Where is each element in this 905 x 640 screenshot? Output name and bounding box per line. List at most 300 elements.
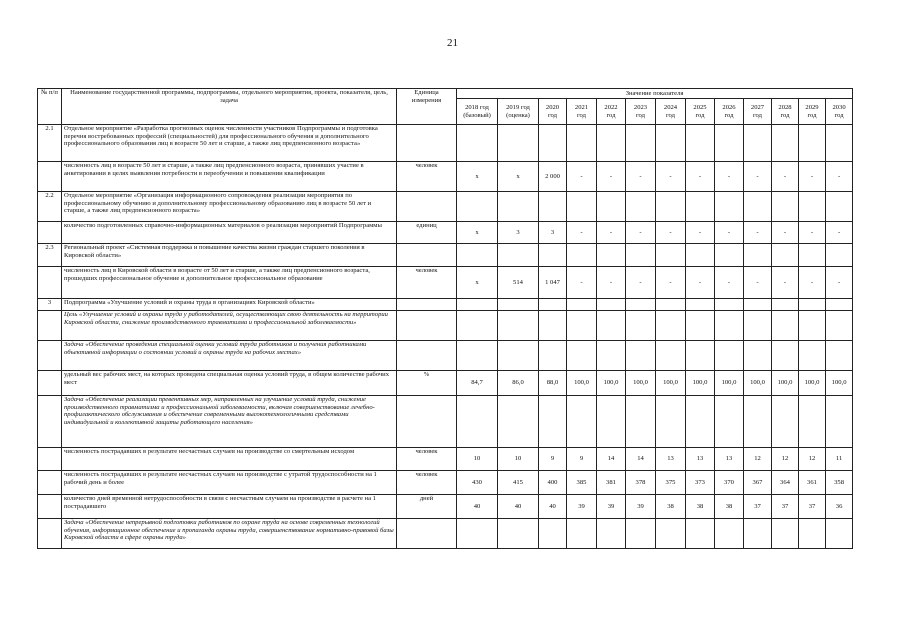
row-value	[715, 311, 744, 341]
row-value: -	[772, 162, 799, 192]
row-value	[744, 519, 772, 549]
row-value: 1 047	[539, 267, 567, 299]
header-year	[715, 99, 744, 125]
header-year	[799, 99, 826, 125]
row-value: -	[686, 267, 715, 299]
row-value: 40	[539, 495, 567, 519]
row-value: 378	[626, 471, 656, 495]
row-value	[686, 192, 715, 222]
row-value	[772, 244, 799, 267]
row-value: 12	[744, 448, 772, 471]
row-name: Региональный проект «Системная поддержка и повышение качества жизни граждан старшего поколения в Кировской области»	[62, 244, 397, 267]
row-value	[686, 519, 715, 549]
header-year-label: 2028	[778, 103, 792, 111]
row-value	[744, 125, 772, 162]
row-value: -	[626, 162, 656, 192]
table-row	[38, 448, 853, 471]
row-value: 361	[799, 471, 826, 495]
row-value: 88,0	[539, 371, 567, 396]
row-unit	[397, 519, 457, 549]
row-value: 39	[626, 495, 656, 519]
row-value	[715, 192, 744, 222]
row-value: -	[744, 222, 772, 244]
row-value: 38	[686, 495, 715, 519]
indicators-table	[37, 88, 853, 549]
table-row	[38, 341, 853, 371]
header-year	[498, 99, 539, 125]
row-value: 9	[567, 448, 597, 471]
row-value: 14	[626, 448, 656, 471]
row-value: 14	[597, 448, 626, 471]
row-value	[799, 299, 826, 311]
header-year-sub: год	[606, 111, 616, 119]
row-value: -	[626, 222, 656, 244]
row-value	[597, 192, 626, 222]
row-value: -	[597, 162, 626, 192]
row-number	[38, 396, 62, 448]
row-value: -	[799, 222, 826, 244]
row-value: -	[715, 222, 744, 244]
row-value	[498, 244, 539, 267]
row-value: 367	[744, 471, 772, 495]
row-value: 84,7	[457, 371, 498, 396]
row-value	[686, 396, 715, 448]
row-value: 13	[686, 448, 715, 471]
row-value: 370	[715, 471, 744, 495]
row-value	[656, 192, 686, 222]
row-number: 2.3	[38, 244, 62, 267]
row-unit: человек	[397, 448, 457, 471]
row-value	[626, 341, 656, 371]
table-row	[38, 244, 853, 267]
row-value	[597, 299, 626, 311]
table-row	[38, 396, 853, 448]
header-year-label: 2026	[722, 103, 736, 111]
row-value	[686, 299, 715, 311]
row-value	[567, 341, 597, 371]
row-value	[772, 311, 799, 341]
header-year	[744, 99, 772, 125]
header-year	[826, 99, 853, 125]
row-value: 86,0	[498, 371, 539, 396]
row-value	[656, 125, 686, 162]
row-value	[772, 396, 799, 448]
row-unit	[397, 125, 457, 162]
row-value	[457, 244, 498, 267]
row-value	[656, 396, 686, 448]
row-unit: %	[397, 371, 457, 396]
row-value: х	[457, 162, 498, 192]
row-name: удельный вес рабочих мест, на которых проведена специальная оценка условий труда, в общем количестве рабочих мест	[62, 371, 397, 396]
row-value	[626, 519, 656, 549]
row-value: 100,0	[626, 371, 656, 396]
header-year-sub: год	[834, 111, 844, 119]
row-value: 100,0	[826, 371, 853, 396]
header-year-label: 2019 год	[506, 103, 530, 111]
row-value	[799, 519, 826, 549]
row-value: 11	[826, 448, 853, 471]
header-year-sub: год	[547, 111, 557, 119]
row-value	[498, 396, 539, 448]
row-value	[626, 299, 656, 311]
header-year-label: 2021	[574, 103, 589, 111]
table-row	[38, 371, 853, 396]
row-value: -	[772, 267, 799, 299]
row-number	[38, 162, 62, 192]
row-value: 12	[799, 448, 826, 471]
row-number	[38, 471, 62, 495]
table-row	[38, 267, 853, 299]
table-row	[38, 471, 853, 495]
row-value	[498, 299, 539, 311]
row-name: Задача «Обеспечение реализации превентивных мер, направленных на улучшение условий труда, снижение производственного травматизма и профессиональной заболеваемости, включая совершенствование лечебно-профилактического обслуживания и обеспечение современными высокотехнологичными средствами индивидуальной и коллективной защиты работающего населения»	[62, 396, 397, 448]
row-value	[597, 125, 626, 162]
row-value	[498, 125, 539, 162]
row-value: 2 000	[539, 162, 567, 192]
row-value: 13	[715, 448, 744, 471]
row-value: -	[656, 222, 686, 244]
table-row	[38, 222, 853, 244]
row-value	[715, 299, 744, 311]
row-value	[799, 192, 826, 222]
row-value: 38	[715, 495, 744, 519]
row-value	[626, 311, 656, 341]
row-value	[567, 519, 597, 549]
row-unit: человек	[397, 267, 457, 299]
row-name: количество дней временной нетрудоспособности в связи с несчастным случаем на производстве в расчете на 1 пострадавшего	[62, 495, 397, 519]
row-number	[38, 371, 62, 396]
row-value: 100,0	[656, 371, 686, 396]
row-value	[799, 244, 826, 267]
header-year-label: 2025	[693, 103, 707, 111]
row-value: 430	[457, 471, 498, 495]
header-year-sub: год	[635, 111, 645, 119]
header-year-label: 2029	[805, 103, 819, 111]
header-year-sub: год	[780, 111, 790, 119]
row-value	[498, 341, 539, 371]
row-value	[686, 244, 715, 267]
header-year-label: 2023	[633, 103, 648, 111]
row-value: 100,0	[772, 371, 799, 396]
row-value	[656, 341, 686, 371]
row-value: -	[597, 222, 626, 244]
row-value	[626, 192, 656, 222]
row-value: 375	[656, 471, 686, 495]
row-value: 37	[799, 495, 826, 519]
row-unit	[397, 244, 457, 267]
row-value	[799, 125, 826, 162]
header-year-label: 2022	[604, 103, 618, 111]
row-value	[826, 519, 853, 549]
row-value: 381	[597, 471, 626, 495]
row-unit	[397, 396, 457, 448]
row-value: 358	[826, 471, 853, 495]
row-value	[597, 244, 626, 267]
row-value	[826, 396, 853, 448]
row-value: -	[656, 162, 686, 192]
row-value: -	[744, 267, 772, 299]
row-value	[686, 125, 715, 162]
row-value	[744, 192, 772, 222]
row-value: 100,0	[686, 371, 715, 396]
row-name: Задача «Обеспечение проведения специальной оценки условий труда работников и получения работниками объективной информации о состоянии условий и охраны труда на рабочих местах»	[62, 341, 397, 371]
row-value	[539, 519, 567, 549]
row-value: -	[567, 162, 597, 192]
row-value	[799, 341, 826, 371]
row-value: 514	[498, 267, 539, 299]
row-value: -	[715, 267, 744, 299]
table-row	[38, 495, 853, 519]
row-value	[686, 311, 715, 341]
row-unit: человек	[397, 471, 457, 495]
row-value: 37	[772, 495, 799, 519]
row-value	[597, 396, 626, 448]
row-value	[498, 519, 539, 549]
row-value: 100,0	[597, 371, 626, 396]
row-value	[626, 125, 656, 162]
row-number	[38, 448, 62, 471]
row-value	[826, 125, 853, 162]
row-unit: дней	[397, 495, 457, 519]
row-value: -	[772, 222, 799, 244]
row-value: 100,0	[744, 371, 772, 396]
row-number	[38, 495, 62, 519]
header-year-label: 2018 год	[465, 103, 489, 111]
header-year	[539, 99, 567, 125]
table-row	[38, 192, 853, 222]
row-unit	[397, 299, 457, 311]
header-year-sub: год	[695, 111, 705, 119]
row-number: 2.1	[38, 125, 62, 162]
row-value: х	[457, 267, 498, 299]
row-value: 10	[457, 448, 498, 471]
row-unit: человек	[397, 162, 457, 192]
header-year	[772, 99, 799, 125]
row-value: 37	[744, 495, 772, 519]
row-value	[498, 192, 539, 222]
header-year	[686, 99, 715, 125]
row-value	[539, 396, 567, 448]
row-value: 100,0	[715, 371, 744, 396]
row-value	[539, 311, 567, 341]
row-value: -	[826, 162, 853, 192]
row-value: -	[567, 267, 597, 299]
row-value	[567, 192, 597, 222]
row-value	[656, 299, 686, 311]
header-year-sub: год	[576, 111, 586, 119]
row-name: Задача «Обеспечение непрерывной подготовки работников по охране труда на основе современных технологий обучения, информационное обеспечение и пропаганда охраны труда, совершенствование нормативно-правовой базы Кировской области в сфере охраны труда»	[62, 519, 397, 549]
row-value	[539, 244, 567, 267]
row-value: 364	[772, 471, 799, 495]
row-value: 415	[498, 471, 539, 495]
row-value	[626, 396, 656, 448]
table-row	[38, 299, 853, 311]
row-value: -	[799, 267, 826, 299]
row-value: 9	[539, 448, 567, 471]
row-value	[715, 125, 744, 162]
row-value: 373	[686, 471, 715, 495]
header-name: Наименование государственной программы, подпрограммы, отдельного мероприятия, проекта, показателя, цель, задача	[62, 89, 397, 125]
row-value: 40	[457, 495, 498, 519]
row-value	[715, 341, 744, 371]
row-value	[656, 244, 686, 267]
row-value: -	[744, 162, 772, 192]
row-value	[715, 519, 744, 549]
row-value	[744, 396, 772, 448]
table-row	[38, 162, 853, 192]
header-values: Значение показателя	[457, 89, 853, 99]
row-value	[457, 192, 498, 222]
header-year-sub: год	[752, 111, 762, 119]
row-value: х	[498, 162, 539, 192]
row-value	[457, 396, 498, 448]
row-value	[744, 341, 772, 371]
row-value: -	[826, 267, 853, 299]
header-year-label: 2027	[750, 103, 765, 111]
row-name: численность пострадавших в результате несчастных случаев на производстве с утратой трудоспособности на 1 рабочий день и более	[62, 471, 397, 495]
row-value: х	[457, 222, 498, 244]
header-unit: Единица измерения	[397, 89, 457, 125]
table-row	[38, 125, 853, 162]
header-year-sub: (базовый)	[463, 111, 491, 119]
row-number	[38, 222, 62, 244]
row-value: -	[686, 222, 715, 244]
row-value	[457, 341, 498, 371]
row-value	[826, 299, 853, 311]
row-value	[567, 244, 597, 267]
row-value: 3	[539, 222, 567, 244]
row-value	[567, 311, 597, 341]
row-value	[626, 244, 656, 267]
row-value	[826, 311, 853, 341]
row-value	[744, 244, 772, 267]
row-value: 3	[498, 222, 539, 244]
row-value	[539, 192, 567, 222]
row-name: численность пострадавших в результате несчастных случаев на производстве со смертельным исходом	[62, 448, 397, 471]
row-value	[744, 311, 772, 341]
row-name: Отдельное мероприятие «Организация информационного сопровождения реализации мероприятия по профессиональному обучению и дополнительному профессиональному образованию лиц в возрасте 50 лет и старше, а также лиц предпенсионного возраста»	[62, 192, 397, 222]
table-row	[38, 519, 853, 549]
row-value	[772, 299, 799, 311]
row-value: -	[656, 267, 686, 299]
row-value	[686, 341, 715, 371]
row-name: Отдельное мероприятие «Разработка прогнозных оценок численности участников Подпрограммы и подготовка перечня востребованных профессий (специальностей) для профессионального обучения и дополнительного профессионального образования лиц в возрасте 50 лет и старше, а также лиц предпенсионного возраста»	[62, 125, 397, 162]
row-value	[567, 396, 597, 448]
header-year-label: 2030	[832, 103, 846, 111]
header-year-sub: (оценка)	[506, 111, 530, 119]
row-value: -	[686, 162, 715, 192]
row-value: 13	[656, 448, 686, 471]
row-value	[457, 311, 498, 341]
row-number	[38, 519, 62, 549]
row-number: 2.2	[38, 192, 62, 222]
row-value: -	[567, 222, 597, 244]
row-number: 3	[38, 299, 62, 311]
row-value: -	[715, 162, 744, 192]
row-value	[656, 311, 686, 341]
row-value: 12	[772, 448, 799, 471]
row-value	[772, 192, 799, 222]
row-value	[799, 396, 826, 448]
header-year	[567, 99, 597, 125]
row-value	[597, 311, 626, 341]
row-value: -	[826, 222, 853, 244]
row-unit: единиц	[397, 222, 457, 244]
table-row	[38, 311, 853, 341]
row-value	[539, 341, 567, 371]
row-value	[772, 519, 799, 549]
header-year	[457, 99, 498, 125]
header-year	[597, 99, 626, 125]
row-unit	[397, 192, 457, 222]
row-value	[744, 299, 772, 311]
row-value	[457, 519, 498, 549]
row-value: 38	[656, 495, 686, 519]
row-value: 39	[597, 495, 626, 519]
row-number	[38, 267, 62, 299]
row-value: 400	[539, 471, 567, 495]
header-year	[626, 99, 656, 125]
row-name: Цель «Улучшение условий и охраны труда у работодателей, осуществляющих свою деятельность на территории Кировской области, снижение производственного травматизма и профессиональной заболеваемости»	[62, 311, 397, 341]
row-value: 36	[826, 495, 853, 519]
row-unit	[397, 311, 457, 341]
header-year-label: 2020	[545, 103, 560, 111]
page-number: 21	[447, 37, 458, 49]
row-value	[826, 244, 853, 267]
row-name: количество подготовленных справочно-информационных материалов о реализации мероприятий Подпрограммы	[62, 222, 397, 244]
row-number	[38, 341, 62, 371]
row-value	[457, 299, 498, 311]
row-value	[567, 299, 597, 311]
row-number	[38, 311, 62, 341]
row-value: 100,0	[567, 371, 597, 396]
row-value: -	[597, 267, 626, 299]
row-unit	[397, 341, 457, 371]
row-value: 385	[567, 471, 597, 495]
row-name: численность лиц в возрасте 50 лет и старше, а также лиц предпенсионного возраста, принявших участие в анкетировании в целях выявления потребности в переобучении и повышении квалификации	[62, 162, 397, 192]
row-value: 10	[498, 448, 539, 471]
row-value: 100,0	[799, 371, 826, 396]
row-value	[826, 192, 853, 222]
row-value: 40	[498, 495, 539, 519]
row-value	[567, 125, 597, 162]
row-value	[799, 311, 826, 341]
header-year-sub: год	[665, 111, 675, 119]
row-value	[826, 341, 853, 371]
row-name: Подпрограмма «Улучшение условий и охраны труда в организациях Кировской области»	[62, 299, 397, 311]
row-value: -	[799, 162, 826, 192]
row-value	[539, 299, 567, 311]
row-name: численность лиц в Кировской области в возрасте от 50 лет и старше, а также лиц предпенсионного возраста, прошедших профессиональное обучение и дополнительное профессиональное образование	[62, 267, 397, 299]
row-value	[539, 125, 567, 162]
row-value: 39	[567, 495, 597, 519]
header-year-sub: год	[724, 111, 734, 119]
row-value: -	[626, 267, 656, 299]
header-year-label: 2024	[663, 103, 678, 111]
row-value	[498, 311, 539, 341]
row-value	[597, 341, 626, 371]
row-value	[457, 125, 498, 162]
row-value	[715, 396, 744, 448]
row-value	[656, 519, 686, 549]
row-value	[597, 519, 626, 549]
row-value	[772, 125, 799, 162]
row-value	[772, 341, 799, 371]
header-year-sub: год	[807, 111, 817, 119]
row-value	[715, 244, 744, 267]
header-year	[656, 99, 686, 125]
header-num: № п/п	[38, 89, 62, 125]
